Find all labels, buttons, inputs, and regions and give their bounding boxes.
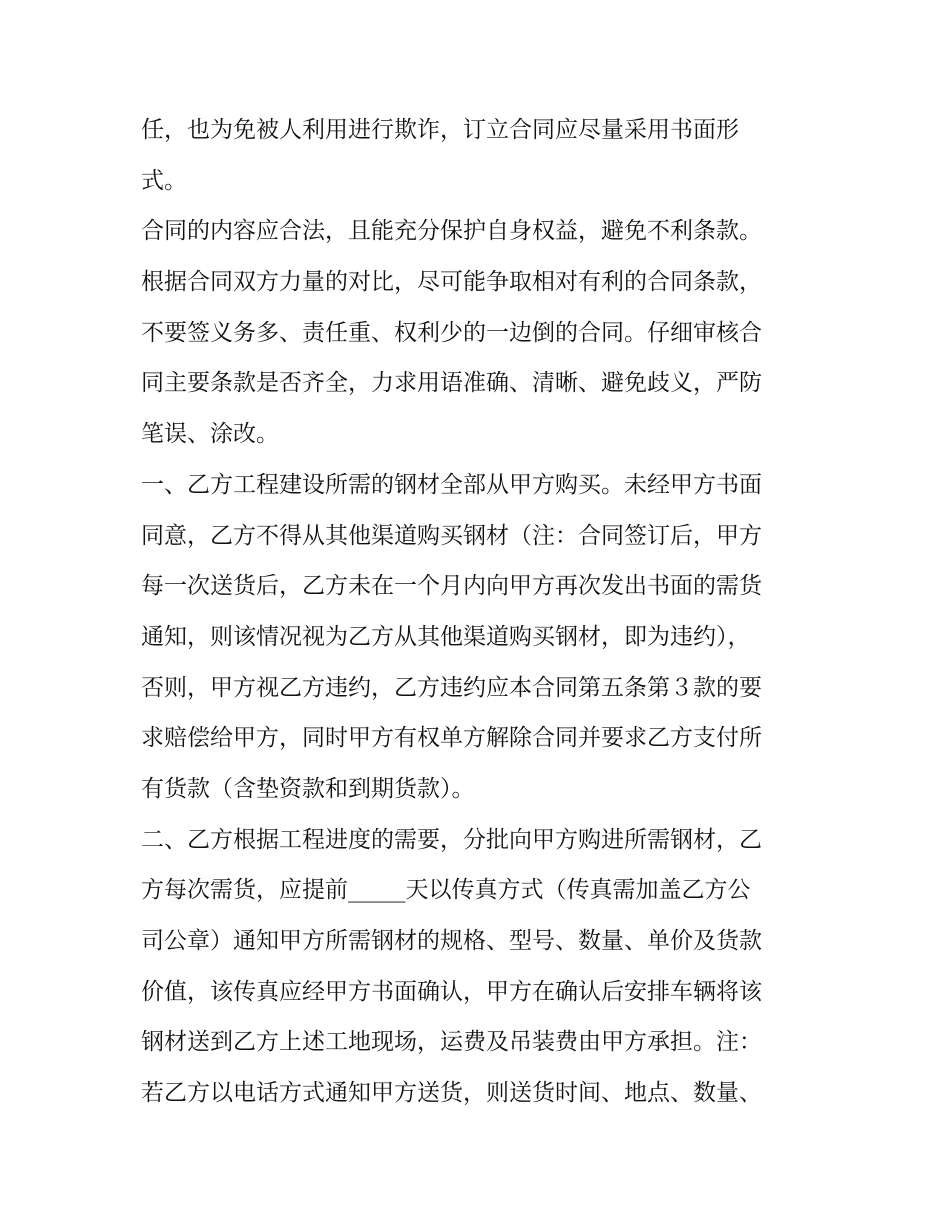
text-line: 方每次需货，应提前_____天以传真方式（传真需加盖乙方公 <box>141 877 751 904</box>
text-line: 合同的内容应合法，且能充分保护自身权益，避免不利条款。 <box>141 218 762 245</box>
text-line: 若乙方以电话方式通知甲方送货，则送货时间、地点、数量、 <box>141 1080 762 1107</box>
text-line: 求赔偿给甲方，同时甲方有权单方解除合同并要求乙方支付所 <box>141 725 762 752</box>
text-line: 司公章）通知甲方所需钢材的规格、型号、数量、单价及货款 <box>141 928 762 954</box>
text-line: 根据合同双方力量的对比，尽可能争取相对有利的合同条款， <box>141 269 762 296</box>
text-line: 钢材送到乙方上述工地现场，运费及吊装费由甲方承担。注： <box>141 1029 762 1056</box>
text-line: 有货款（含垫资款和到期货款）。 <box>141 775 475 802</box>
text-line: 笔误、涂改。 <box>141 421 279 448</box>
text-line: 不要签义务多、责任重、权利少的一边倒的合同。仔细审核合 <box>141 319 762 346</box>
text-line: 式。 <box>141 167 187 194</box>
contract-text-body <box>141 105 821 1119</box>
text-line: 同意，乙方不得从其他渠道购买钢材（注：合同签订后，甲方 <box>141 522 762 549</box>
text-line: 通知，则该情况视为乙方从其他渠道购买钢材，即为违约）， <box>141 623 751 650</box>
text-line: 每一次送货后，乙方未在一个月内向甲方再次发出书面的需货 <box>141 573 762 600</box>
text-line: 任，也为免被人利用进行欺诈，订立合同应尽量采用书面形 <box>141 117 739 143</box>
text-line: 同主要条款是否齐全，力求用语准确、清晰、避免歧义，严防 <box>141 370 762 397</box>
text-line: 一、乙方工程建设所需的钢材全部从甲方购买。未经甲方书面 <box>141 471 762 498</box>
text-line: 否则，甲方视乙方违约，乙方违约应本合同第五条第３款的要 <box>141 674 762 701</box>
text-line: 价值，该传真应经甲方书面确认，甲方在确认后安排车辆将该 <box>141 978 762 1005</box>
text-line: 二、乙方根据工程进度的需要，分批向甲方购进所需钢材，乙 <box>141 826 762 853</box>
